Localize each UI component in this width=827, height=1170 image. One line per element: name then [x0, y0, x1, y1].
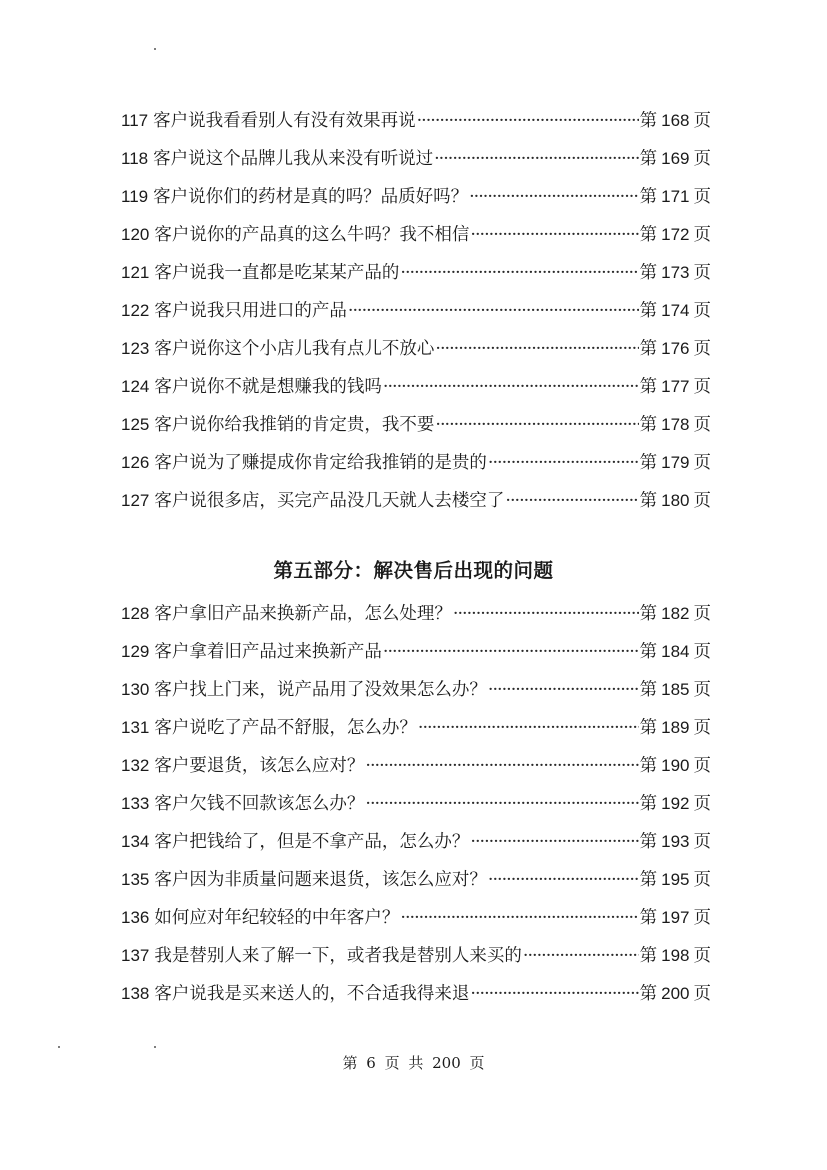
toc-entry-page: [640, 178, 711, 216]
toc-page-number: 174: [661, 301, 690, 320]
toc-dot-leader: [383, 368, 639, 406]
toc-page-suffix: 页: [693, 718, 711, 738]
toc-page-suffix: 页: [693, 263, 711, 283]
toc-entry-page: [640, 671, 711, 709]
footer-middle: 页 共: [384, 1054, 424, 1072]
toc-page-suffix: 页: [693, 984, 711, 1004]
toc-page-number: 171: [661, 187, 690, 206]
toc-entry-title: 客户说你给我推销的肯定贵，我不要: [154, 415, 435, 435]
toc-page-prefix: 第: [639, 339, 658, 359]
toc-entry-number: 121: [121, 263, 150, 282]
toc-entry-title: 客户因为非质量问题来退货，该怎么应对？: [154, 870, 487, 890]
toc-page-suffix: 页: [693, 111, 711, 131]
toc-entry-page: [640, 368, 711, 406]
toc-entry-number: 126: [121, 453, 150, 472]
toc-page-prefix: 第: [639, 377, 658, 397]
toc-entry: [121, 482, 711, 520]
toc-entry-number: 118: [121, 149, 149, 168]
toc-page-prefix: 第: [639, 263, 658, 283]
toc-page-number: 177: [661, 377, 690, 396]
toc-page-suffix: 页: [693, 377, 711, 397]
toc-page-number: 189: [661, 718, 690, 737]
toc-page-suffix: 页: [693, 756, 711, 776]
toc-dot-leader: [470, 823, 638, 861]
toc-entry-number: 129: [121, 642, 150, 661]
toc-entry-number: 123: [121, 339, 150, 358]
toc-entry-page: [640, 444, 711, 482]
toc-entry-page: [640, 595, 711, 633]
toc-entry: [121, 292, 711, 330]
toc-page-number: 172: [661, 225, 690, 244]
toc-entry-title: 客户说你不就是想赚我的钱吗: [154, 377, 382, 397]
toc-page-prefix: 第: [639, 225, 658, 245]
toc-dot-leader: [488, 671, 639, 709]
toc-entry-page: [640, 899, 711, 937]
toc-dot-leader: [348, 292, 639, 330]
toc-entry-title: 客户要退货，该怎么应对？: [154, 756, 365, 776]
toc-page-number: 185: [661, 680, 690, 699]
toc-page-number: 179: [661, 453, 690, 472]
toc-page-number: 190: [661, 756, 690, 775]
toc-list-part-five: [121, 595, 711, 1013]
toc-entry-number: 128: [121, 604, 150, 623]
toc-page-suffix: 页: [693, 491, 711, 511]
toc-dot-leader: [400, 899, 638, 937]
toc-page-prefix: 第: [639, 111, 658, 131]
toc-page-number: 192: [661, 794, 690, 813]
scan-speck: [154, 48, 156, 50]
toc-entry-number: 127: [121, 491, 150, 510]
toc-entry: [121, 747, 711, 785]
toc-entry-page: [640, 216, 711, 254]
toc-entry: [121, 861, 711, 899]
toc-entry-title: 客户说我一直都是吃某某产品的: [154, 263, 400, 283]
toc-entry-number: 120: [121, 225, 150, 244]
toc-page-prefix: 第: [639, 491, 658, 511]
toc-entry-title: 客户欠钱不回款该怎么办？: [154, 794, 365, 814]
toc-page-number: 195: [661, 870, 690, 889]
toc-entry-page: [640, 633, 711, 671]
toc-entry-number: 117: [121, 111, 149, 130]
toc-entry: [121, 330, 711, 368]
toc-page-number: 200: [661, 984, 690, 1003]
toc-entry: [121, 140, 711, 178]
toc-dot-leader: [470, 975, 638, 1013]
toc-page-prefix: 第: [639, 187, 658, 207]
toc-entry-title: 客户说很多店，买完产品没几天就人去楼空了: [154, 491, 505, 511]
page-footer: [0, 1052, 827, 1073]
toc-entry-title: 客户拿旧产品来换新产品，怎么处理？: [154, 604, 452, 624]
toc-dot-leader: [469, 178, 639, 216]
toc-entry-page: [640, 709, 711, 747]
toc-dot-leader: [470, 216, 638, 254]
toc-entry: [121, 595, 711, 633]
toc-entry-page: [640, 861, 711, 899]
toc-dot-leader: [523, 937, 639, 975]
toc-entry-title: 客户找上门来，说产品用了没效果怎么办？: [154, 680, 487, 700]
toc-entry: [121, 368, 711, 406]
toc-entry-title: 客户说这个品牌儿我从来没有听说过: [153, 149, 434, 169]
toc-page-prefix: 第: [639, 832, 658, 852]
toc-page-prefix: 第: [639, 718, 658, 738]
toc-dot-leader: [383, 633, 639, 671]
toc-page-prefix: 第: [639, 984, 658, 1004]
toc-page-prefix: 第: [639, 680, 658, 700]
toc-entry-title: 我是替别人来了解一下，或者我是替别人来买的: [154, 946, 522, 966]
toc-list-part-four: [121, 102, 711, 520]
toc-page-prefix: 第: [639, 794, 658, 814]
toc-entry: [121, 444, 711, 482]
toc-dot-leader: [434, 140, 639, 178]
toc-page-suffix: 页: [693, 301, 711, 321]
toc-page-prefix: 第: [639, 756, 658, 776]
toc-entry-title: 客户说我是买来送人的，不合适我得来退: [154, 984, 470, 1004]
toc-dot-leader: [453, 595, 639, 633]
toc-entry-number: 132: [121, 756, 150, 775]
toc-page-suffix: 页: [693, 225, 711, 245]
toc-entry: [121, 785, 711, 823]
toc-dot-leader: [435, 406, 638, 444]
scan-speck: [58, 1046, 60, 1048]
toc-page-suffix: 页: [693, 794, 711, 814]
toc-entry-title: 客户说我只用进口的产品: [154, 301, 347, 321]
toc-entry-number: 122: [121, 301, 150, 320]
toc-dot-leader: [417, 102, 639, 140]
toc-entry-number: 131: [121, 718, 150, 737]
section-heading: 第五部分：解决售后出现的问题: [273, 559, 554, 582]
toc-page-suffix: 页: [693, 339, 711, 359]
scan-speck: [154, 1046, 156, 1048]
toc-entry: [121, 216, 711, 254]
toc-dot-leader: [418, 709, 639, 747]
toc-entry-number: 130: [121, 680, 150, 699]
toc-dot-leader: [365, 747, 638, 785]
toc-page-number: 169: [661, 149, 690, 168]
toc-entry-page: [640, 482, 711, 520]
toc-dot-leader: [365, 785, 638, 823]
toc-page-number: 198: [661, 946, 690, 965]
toc-page-prefix: 第: [639, 453, 658, 473]
toc-entry-page: [640, 254, 711, 292]
toc-entry-page: [640, 330, 711, 368]
toc-page-suffix: 页: [693, 832, 711, 852]
toc-page-prefix: 第: [639, 301, 658, 321]
toc-page-suffix: 页: [693, 149, 711, 169]
toc-entry-title: 客户说为了赚提成你肯定给我推销的是贵的: [154, 453, 487, 473]
toc-entry: [121, 406, 711, 444]
toc-dot-leader: [435, 330, 638, 368]
toc-entry-number: 135: [121, 870, 150, 889]
toc-entry-number: 136: [121, 908, 150, 927]
toc-entry-page: [640, 102, 711, 140]
toc-page-suffix: 页: [693, 908, 711, 928]
toc-page-suffix: 页: [693, 187, 711, 207]
toc-page-prefix: 第: [639, 946, 658, 966]
footer-prefix: 第: [342, 1054, 358, 1072]
toc-page-number: 173: [661, 263, 690, 282]
toc-entry: [121, 937, 711, 975]
toc-page-prefix: 第: [639, 604, 658, 624]
toc-entry-number: 134: [121, 832, 150, 851]
toc-page-suffix: 页: [693, 680, 711, 700]
toc-entry-title: 客户说你们的药材是真的吗？品质好吗？: [153, 187, 469, 207]
toc-dot-leader: [400, 254, 638, 292]
toc-entry: [121, 102, 711, 140]
toc-page-number: 182: [661, 604, 690, 623]
toc-entry: [121, 975, 711, 1013]
footer-total-pages: 200: [432, 1054, 461, 1072]
toc-entry-number: 137: [121, 946, 150, 965]
toc-page-suffix: 页: [693, 453, 711, 473]
toc-entry-title: 客户拿着旧产品过来换新产品: [154, 642, 382, 662]
toc-entry-page: [640, 292, 711, 330]
toc-entry-page: [640, 747, 711, 785]
toc-entry: [121, 178, 711, 216]
toc-entry-page: [640, 406, 711, 444]
toc-dot-leader: [488, 444, 639, 482]
toc-page-number: 193: [661, 832, 690, 851]
toc-page-number: 197: [661, 908, 690, 927]
toc-page-number: 168: [661, 111, 690, 130]
toc-page-prefix: 第: [639, 870, 658, 890]
toc-entry-page: [640, 937, 711, 975]
footer-current-page: 6: [366, 1054, 376, 1072]
toc-entry-title: 客户说你这个小店儿我有点儿不放心: [154, 339, 435, 359]
toc-dot-leader: [488, 861, 639, 899]
toc-page-number: 178: [661, 415, 690, 434]
toc-entry: [121, 899, 711, 937]
toc-page-suffix: 页: [693, 642, 711, 662]
toc-page-prefix: 第: [639, 149, 658, 169]
toc-entry-page: [640, 140, 711, 178]
toc-entry-page: [640, 975, 711, 1013]
toc-entry-page: [640, 823, 711, 861]
toc-page-number: 184: [661, 642, 690, 661]
toc-entry-number: 125: [121, 415, 150, 434]
toc-entry: [121, 671, 711, 709]
toc-page-number: 180: [661, 491, 690, 510]
toc-entry-number: 138: [121, 984, 150, 1003]
toc-page-prefix: 第: [639, 908, 658, 928]
toc-entry: [121, 633, 711, 671]
toc-dot-leader: [505, 482, 638, 520]
toc-entry-title: 客户把钱给了，但是不拿产品，怎么办？: [154, 832, 470, 852]
toc-page-suffix: 页: [693, 604, 711, 624]
toc-entry-number: 133: [121, 794, 150, 813]
toc-page-suffix: 页: [693, 415, 711, 435]
toc-page-prefix: 第: [639, 415, 658, 435]
toc-page-suffix: 页: [693, 946, 711, 966]
toc-entry: [121, 823, 711, 861]
toc-page-prefix: 第: [639, 642, 658, 662]
toc-entry: [121, 709, 711, 747]
toc-entry: [121, 254, 711, 292]
toc-entry-title: 客户说你的产品真的这么牛吗？我不相信: [154, 225, 470, 245]
toc-entry-page: [640, 785, 711, 823]
toc-entry-title: 客户说我看看别人有没有效果再说: [153, 111, 416, 131]
footer-suffix: 页: [469, 1054, 485, 1072]
toc-page-suffix: 页: [693, 870, 711, 890]
toc-entry-number: 124: [121, 377, 150, 396]
toc-entry-title: 客户说吃了产品不舒服，怎么办？: [154, 718, 417, 738]
toc-entry-number: 119: [121, 187, 149, 206]
toc-entry-title: 如何应对年纪较轻的中年客户？: [154, 908, 400, 928]
toc-page-number: 176: [661, 339, 690, 358]
